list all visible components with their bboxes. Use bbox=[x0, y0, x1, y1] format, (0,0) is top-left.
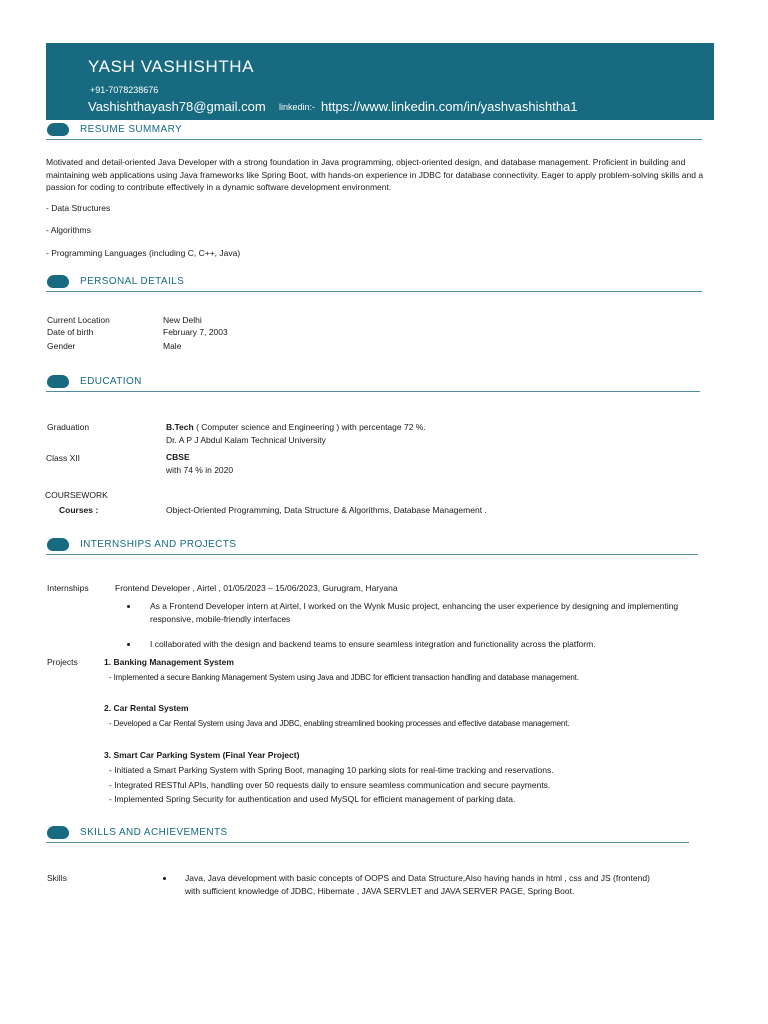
section-internships-projects bbox=[46, 533, 698, 557]
degree-detail: ( Computer science and Engineering ) with percentage 72 %. bbox=[193, 422, 426, 432]
detail-label: Gender bbox=[47, 341, 76, 351]
detail-label: Date of birth bbox=[47, 327, 94, 337]
summary-item: - Data Structures bbox=[46, 203, 111, 213]
coursework-label: COURSEWORK bbox=[45, 490, 108, 500]
section-resume-summary bbox=[46, 118, 702, 142]
internships-label: Internships bbox=[47, 583, 89, 593]
section-bullet-icon bbox=[47, 275, 69, 288]
project-description: - Developed a Car Rental System using Java and JDBC, enabling streamlined booking processes and effective database management. bbox=[109, 719, 570, 728]
summary-item: - Programming Languages (including C, C++, Java) bbox=[46, 248, 241, 258]
summary-text: Motivated and detail-oriented Java Developer with a strong foundation in Java programming, object-oriented design, and database management. Proficient in building and maintaining web applications using Java frameworks like Spring Boot, with hands-on experience in JDBC for database connectivity. Eager to apply problem-solving skills and a passion for coding to contribute effectively in a dynamic software development environment. bbox=[46, 157, 704, 192]
section-divider bbox=[46, 391, 700, 392]
project-description: - Integrated RESTful APIs, handling over 50 requests daily to ensure seamless communication and secure payments. bbox=[109, 780, 551, 790]
projects-label: Projects bbox=[47, 657, 78, 667]
project-title: 3. Smart Car Parking System (Final Year Project) bbox=[104, 750, 300, 760]
project-title: 2. Car Rental System bbox=[104, 703, 189, 713]
skills-text: Java, Java development with basic concepts of OOPS and Data Structure,Also having hands in html , css and JS (frontend) with sufficient knowledge of JDBC, Hibernate , JAVA SERVLET and JAVA SERVER PAGE, Spring Boot. bbox=[185, 873, 650, 896]
header-banner bbox=[46, 43, 714, 120]
candidate-name: YASH VASHISHTHA bbox=[88, 57, 255, 76]
section-divider bbox=[46, 139, 702, 140]
linkedin-label: linkedin:- bbox=[279, 102, 316, 112]
degree-name: B.Tech bbox=[166, 422, 194, 432]
detail-value: February 7, 2003 bbox=[163, 327, 228, 337]
section-divider bbox=[46, 554, 698, 555]
project-description: - Implemented Spring Security for authentication and used MySQL for efficient management of parking data. bbox=[109, 794, 516, 804]
board-detail: with 74 % in 2020 bbox=[166, 465, 234, 475]
internship-bullet: I collaborated with the design and backend teams to ensure seamless integration and functionality across the platform. bbox=[150, 639, 596, 649]
section-divider bbox=[46, 842, 689, 843]
section-bullet-icon bbox=[47, 375, 69, 388]
summary-item: - Algorithms bbox=[46, 225, 91, 235]
detail-value: Male bbox=[163, 341, 182, 351]
section-divider bbox=[46, 291, 702, 292]
section-personal-details bbox=[46, 270, 702, 294]
internship-heading: Frontend Developer , Airtel , 01/05/2023 – 15/06/2023, Gurugram, Haryana bbox=[115, 583, 398, 593]
section-title: INTERNSHIPS AND PROJECTS bbox=[80, 539, 237, 550]
section-bullet-icon bbox=[47, 826, 69, 839]
detail-value: New Delhi bbox=[163, 315, 202, 325]
section-bullet-icon bbox=[47, 538, 69, 551]
board-name: CBSE bbox=[166, 452, 190, 462]
courses-value: Object-Oriented Programming, Data Structure & Algorithms, Database Management . bbox=[166, 505, 487, 515]
section-title: SKILLS AND ACHIEVEMENTS bbox=[80, 827, 228, 838]
education-label: Class XII bbox=[46, 453, 81, 463]
education-degree-line bbox=[166, 421, 426, 434]
bullet-icon bbox=[127, 605, 130, 608]
detail-label: Current Location bbox=[47, 315, 110, 325]
skills-label: Skills bbox=[47, 873, 67, 883]
phone-number: +91-7078238676 bbox=[90, 85, 159, 95]
education-label: Graduation bbox=[47, 422, 90, 432]
section-title: EDUCATION bbox=[80, 376, 142, 387]
section-bullet-icon bbox=[47, 123, 69, 136]
university-name: Dr. A P J Abdul Kalam Technical University bbox=[166, 435, 326, 445]
project-title: 1. Banking Management System bbox=[104, 657, 234, 667]
project-description: - Initiated a Smart Parking System with Spring Boot, managing 10 parking slots for real-time tracking and reservations. bbox=[109, 765, 554, 775]
internship-bullet: As a Frontend Developer intern at Airtel, I worked on the Wynk Music project, enhancing the user experience by designing and implementing responsive, mobile-friendly interfaces bbox=[150, 601, 679, 624]
email-address[interactable]: Vashishthayash78@gmail.com bbox=[88, 99, 266, 114]
bullet-icon bbox=[127, 643, 130, 646]
section-title: PERSONAL DETAILS bbox=[80, 276, 185, 287]
bullet-icon bbox=[163, 877, 166, 880]
section-skills-achievements bbox=[46, 821, 689, 845]
linkedin-link[interactable]: https://www.linkedin.com/in/yashvashishtha1 bbox=[321, 99, 578, 114]
section-education bbox=[46, 370, 700, 394]
courses-label: Courses : bbox=[59, 505, 99, 515]
section-title: RESUME SUMMARY bbox=[80, 124, 183, 135]
project-description: - Implemented a secure Banking Management System using Java and JDBC for efficient transaction handling and database management. bbox=[109, 673, 579, 682]
